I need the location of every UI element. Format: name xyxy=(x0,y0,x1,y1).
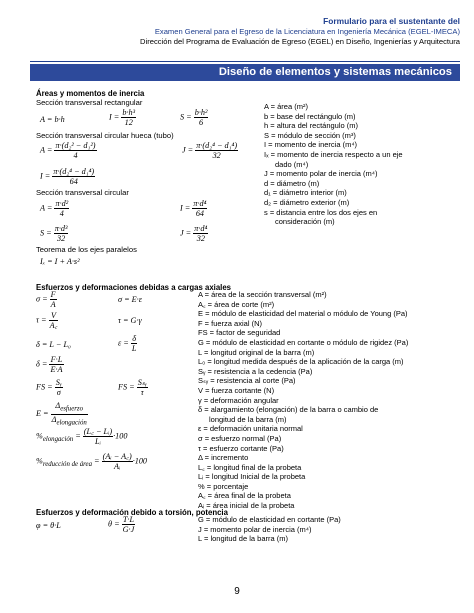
legend-item: d₂ = diámetro exterior (m) xyxy=(264,197,350,207)
subtitle-hollow: Sección transversal circular hueca (tubo) xyxy=(36,131,174,140)
formula-shear-hooke: τ = G·γ xyxy=(118,316,142,325)
legend-item: A꜀ = área de corte (m²) xyxy=(198,299,275,309)
formula-strain: ε = $\frac{\delta}{L}$ xyxy=(118,334,137,353)
formula-section-rect: S = $\frac{\text{b·h²}}{6}$ xyxy=(180,108,208,127)
legend-item: % = porcentaje xyxy=(198,481,249,491)
legend-item: σ = esfuerzo normal (Pa) xyxy=(198,433,282,443)
header-block xyxy=(140,16,460,48)
legend-item: s = distancia entre los dos ejes en xyxy=(264,207,378,217)
header-rule xyxy=(30,61,460,62)
legend-axial xyxy=(198,290,408,511)
section-title-axial: Esfuerzos y deformaciones debidas a cargas axiales xyxy=(36,283,232,292)
subtitle-circular: Sección transversal circular xyxy=(36,188,129,197)
formula-inertia-hollow: I = $\frac{\text{π·(d₂⁴ − d₁⁴)}}{64}$ xyxy=(40,167,95,186)
formula-hooke: σ = E·ε xyxy=(118,295,142,304)
formula-area-hollow: A = $\frac{\text{π·(d₂² − d₁²)}}{4}$ xyxy=(40,141,96,160)
section-title-areas: Áreas y momentos de inercia xyxy=(36,89,145,98)
legend-item: J = momento polar de inercia (m⁴) xyxy=(264,169,378,179)
formula-elongation: δ = L − L₀ xyxy=(36,340,71,349)
section-band-title: Diseño de elementos y sistemas mecánicos xyxy=(30,64,460,81)
legend-item: L₀ = longitud medida después de la aplicación de la carga (m) xyxy=(198,357,404,367)
legend-item: L꜀ = longitud final de la probeta xyxy=(198,462,302,472)
subtitle-parallel-axes: Teorema de los ejes paralelos xyxy=(36,245,137,254)
legend-item: I = momento de inercia (m⁴) xyxy=(264,140,358,150)
legend-item: Lᵢ = longitud Inicial de la probeta xyxy=(198,472,306,482)
formula-polar-circ: J = $\frac{\text{π·d⁴}}{32}$ xyxy=(180,224,208,243)
legend-item: S = módulo de sección (m³) xyxy=(264,130,356,140)
legend-areas xyxy=(264,102,403,227)
formula-parallel-axes: Iₓ = I + A·s² xyxy=(40,257,80,266)
formula-torsion-angle: θ = $\frac{T\cdot L}{G\cdot J}$ xyxy=(108,515,135,534)
legend-item: d = diámetro (m) xyxy=(264,178,320,188)
formula-safety-factor: FS = $\frac{\text{Sᵧ}}{\sigma}$ xyxy=(36,378,62,397)
legend-item: A = área (m²) xyxy=(264,102,308,111)
formula-pct-elongation: $\%_{elongación}$ = $\frac{\text{(L꜀ − Lᵢ)}}{\text{Lᵢ}}$ ·100 xyxy=(36,427,128,446)
legend-item: Sₛᵧ = resistencia al corte (Pa) xyxy=(198,376,296,386)
subtitle-rectangular: Sección transversal rectangular xyxy=(36,98,143,107)
page-number: 9 xyxy=(234,586,240,597)
legend-item: ε = deformación unitaria normal xyxy=(198,424,303,434)
legend-item: dado (m⁴) xyxy=(275,159,309,169)
legend-item: Iₓ = momento de inercia respecto a un eje xyxy=(264,149,403,159)
formula-safety-factor-shear: FS = Sₛᵧ τ xyxy=(118,378,147,397)
legend-item: h = altura del rectángulo (m) xyxy=(264,121,359,131)
legend-item: consideración (m) xyxy=(275,217,335,227)
header-title: Formulario para el sustentante del xyxy=(323,16,460,26)
legend-item: b = base del rectángulo (m) xyxy=(264,111,356,121)
legend-item: Aᵢ = área inicial de la probeta xyxy=(198,501,295,511)
formula-section-circ: S = $\frac{\text{π·d³}}{32}$ xyxy=(40,224,68,243)
formula-area-circ: A = $\frac{\text{π·d²}}{4}$ xyxy=(40,199,69,218)
formula-normal-stress: σ = $\frac{F}{A}$ xyxy=(36,290,56,309)
legend-item: V = fuerza cortante (N) xyxy=(198,385,275,395)
legend-item: FS = factor de seguridad xyxy=(198,328,281,338)
legend-item: A = área de la sección transversal (m²) xyxy=(198,290,327,299)
formula-inertia-circ: I = $\frac{\text{π·d⁴}}{64}$ xyxy=(180,199,207,218)
formula-modulus-ratio: E = $\Delta_{esfuerzo}$ $\Delta_{elongación}$ xyxy=(36,401,87,427)
legend-item: Δ = incremento xyxy=(198,453,249,463)
legend-item: E = módulo de elasticidad del material o módulo de Young (Pa) xyxy=(198,309,408,319)
formula-area-rect: A = b·h xyxy=(40,115,65,124)
legend-item: L = longitud original de la barra (m) xyxy=(198,347,315,357)
legend-item: longitud de la barra (m) xyxy=(209,414,287,424)
legend-item: G = módulo de elasticidad en cortante (Pa) xyxy=(198,515,341,524)
legend-item: δ = alargamiento (elongación) de la barra o cambio de xyxy=(198,405,379,415)
formula-delta: δ = $\frac{F\cdot L}{E\cdot A}$ xyxy=(36,355,63,374)
legend-item: G = módulo de elasticidad en cortante o módulo de rigidez (Pa) xyxy=(198,337,409,347)
legend-item: τ = esfuerzo cortante (Pa) xyxy=(198,443,284,453)
header-line-3: Dirección del Programa de Evaluación de Egreso (EGEL) en Diseño, Ingenierías y Arquitectura xyxy=(140,37,460,46)
legend-item: J = momento polar de inercia (m⁴) xyxy=(198,524,312,534)
legend-item: A꜀ = área final de la probeta xyxy=(198,491,291,501)
legend-item: F = fuerza axial (N) xyxy=(198,318,262,328)
legend-torsion xyxy=(198,515,341,544)
section-title-torsion: Esfuerzos y deformación debido a torsión, potencia xyxy=(36,508,228,517)
formula-polar-hollow: J = $\frac{\text{π·(d₂⁴ − d₁⁴)}}{32}$ xyxy=(182,141,238,160)
formula-inertia-rect: I = $\frac{\text{b·h³}}{12}$ xyxy=(109,108,136,127)
legend-item: Sᵧ = resistencia a la cedencia (Pa) xyxy=(198,366,313,376)
formula-pct-area-reduction: $\%_{reducción de área}$ = $\frac{\text{(Aᵢ − A꜀)}}{\text{Aᵢ}}$ ·100 xyxy=(36,452,148,471)
legend-item: d₁ = diámetro interior (m) xyxy=(264,188,347,198)
formula-shear-stress: τ = $\frac{V}{A꜀}$ xyxy=(36,311,58,330)
legend-item: γ = deformación angular xyxy=(198,395,279,405)
formula-torsion-shear: φ = θ·L xyxy=(36,521,61,530)
header-line-2: Examen General para el Egreso de la Licenciatura en Ingeniería Mecánica (EGEL-IMECA) xyxy=(154,26,460,36)
legend-item: L = longitud de la barra (m) xyxy=(198,534,288,544)
